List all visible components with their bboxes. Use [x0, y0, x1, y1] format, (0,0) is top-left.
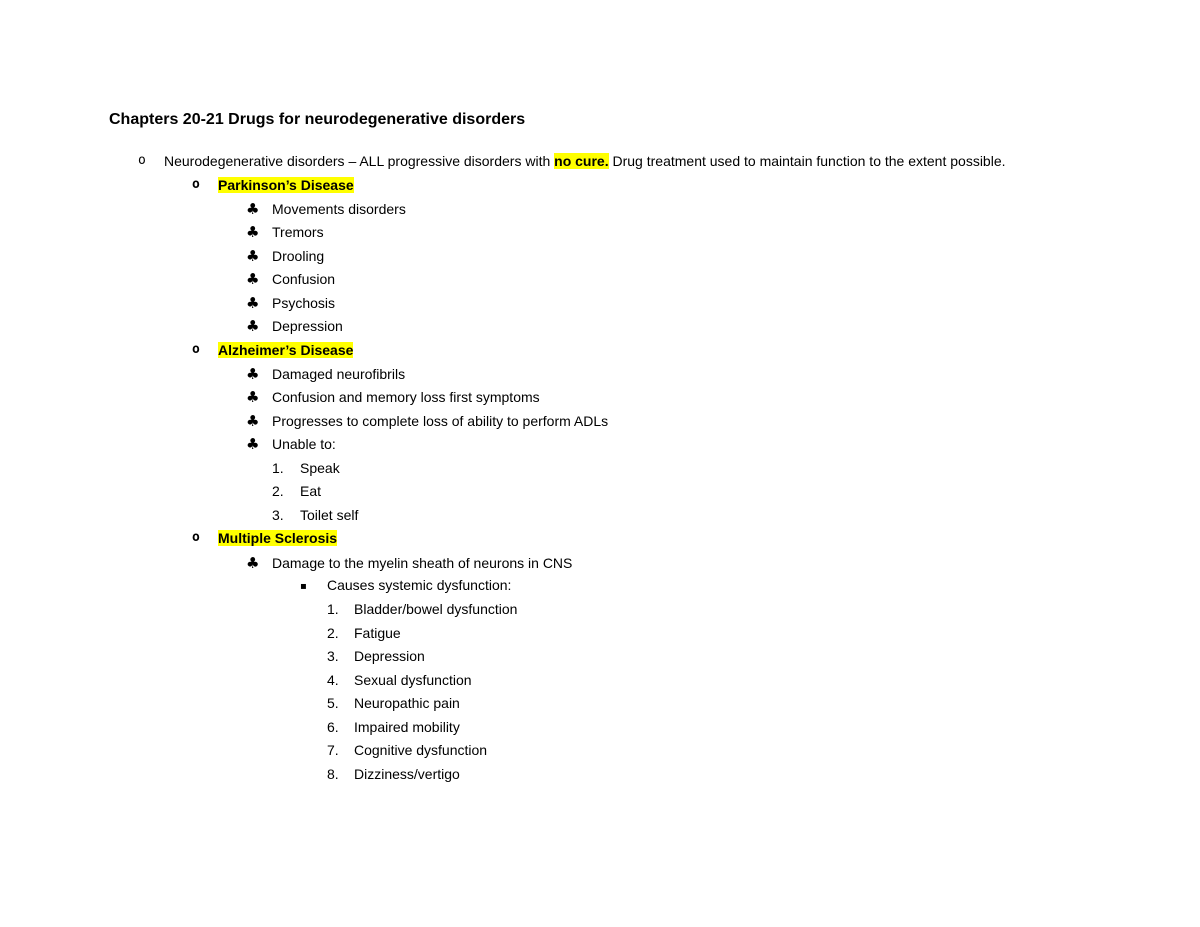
list-item: Damaged neurofibrils: [272, 366, 406, 382]
ms-heading: [218, 529, 337, 547]
list-item: Causes systemic dysfunction:: [327, 577, 512, 593]
club-bullet-icon: ♣: [246, 223, 260, 241]
list-item: Sexual dysfunction: [354, 672, 472, 688]
list-item: Unable to:: [272, 436, 336, 452]
list-item: Depression: [272, 318, 343, 334]
list-number: 1.: [327, 601, 339, 617]
list-item: Drooling: [272, 248, 325, 264]
club-bullet-icon: ♣: [246, 247, 260, 265]
list-marker: o: [192, 342, 200, 357]
list-item: Cognitive dysfunction: [354, 742, 488, 758]
ms-heading-text: Multiple Sclerosis: [218, 530, 338, 546]
list-number: 3.: [272, 507, 284, 523]
list-number: 7.: [327, 742, 339, 758]
club-bullet-icon: ♣: [246, 554, 260, 572]
list-marker: o: [138, 153, 146, 168]
list-item: Neuropathic pain: [354, 695, 460, 711]
list-number: 2.: [272, 483, 284, 499]
list-item: Dizziness/vertigo: [354, 766, 460, 782]
list-number: 5.: [327, 695, 339, 711]
parkinsons-heading-text: Parkinson’s Disease: [218, 177, 354, 193]
list-marker: o: [192, 530, 200, 545]
list-item: Psychosis: [272, 295, 336, 311]
no-cure-highlight: no cure.: [554, 153, 609, 169]
list-item: Movements disorders: [272, 201, 406, 217]
alzheimers-heading: [218, 341, 353, 359]
parkinsons-heading: [218, 176, 354, 194]
club-bullet-icon: ♣: [246, 388, 260, 406]
list-item: Fatigue: [354, 625, 401, 641]
club-bullet-icon: ♣: [246, 270, 260, 288]
list-item: Confusion and memory loss first symptoms: [272, 389, 540, 405]
club-bullet-icon: ♣: [246, 294, 260, 312]
list-number: 6.: [327, 719, 339, 735]
list-item: Tremors: [272, 224, 324, 240]
club-bullet-icon: ♣: [246, 365, 260, 383]
page-title: Chapters 20-21 Drugs for neurodegenerative disorders: [109, 111, 526, 128]
list-item: Progresses to complete loss of ability to perform ADLs: [272, 413, 609, 429]
list-number: 1.: [272, 460, 284, 476]
list-item: Impaired mobility: [354, 719, 460, 735]
club-bullet-icon: ♣: [246, 200, 260, 218]
square-bullet-icon: ▪: [300, 581, 307, 592]
club-bullet-icon: ♣: [246, 412, 260, 430]
list-number: 8.: [327, 766, 339, 782]
list-item: Bladder/bowel dysfunction: [354, 601, 518, 617]
list-marker: o: [192, 177, 200, 192]
intro-text: Neurodegenerative disorders – ALL progressive disorders with: [164, 153, 555, 169]
list-item: Confusion: [272, 271, 336, 287]
list-number: 4.: [327, 672, 339, 688]
club-bullet-icon: ♣: [246, 435, 260, 453]
intro-line: [164, 152, 1006, 170]
alzheimers-heading-text: Alzheimer’s Disease: [218, 342, 354, 358]
club-bullet-icon: ♣: [246, 317, 260, 335]
list-item: Damage to the myelin sheath of neurons in CNS: [272, 555, 573, 571]
list-number: 2.: [327, 625, 339, 641]
list-item: Speak: [300, 460, 340, 476]
list-item: Eat: [300, 483, 322, 499]
list-item: Toilet self: [300, 507, 359, 523]
list-number: 3.: [327, 648, 339, 664]
intro-text-after: Drug treatment used to maintain function to the extent possible.: [608, 153, 1006, 169]
list-item: Depression: [354, 648, 425, 664]
